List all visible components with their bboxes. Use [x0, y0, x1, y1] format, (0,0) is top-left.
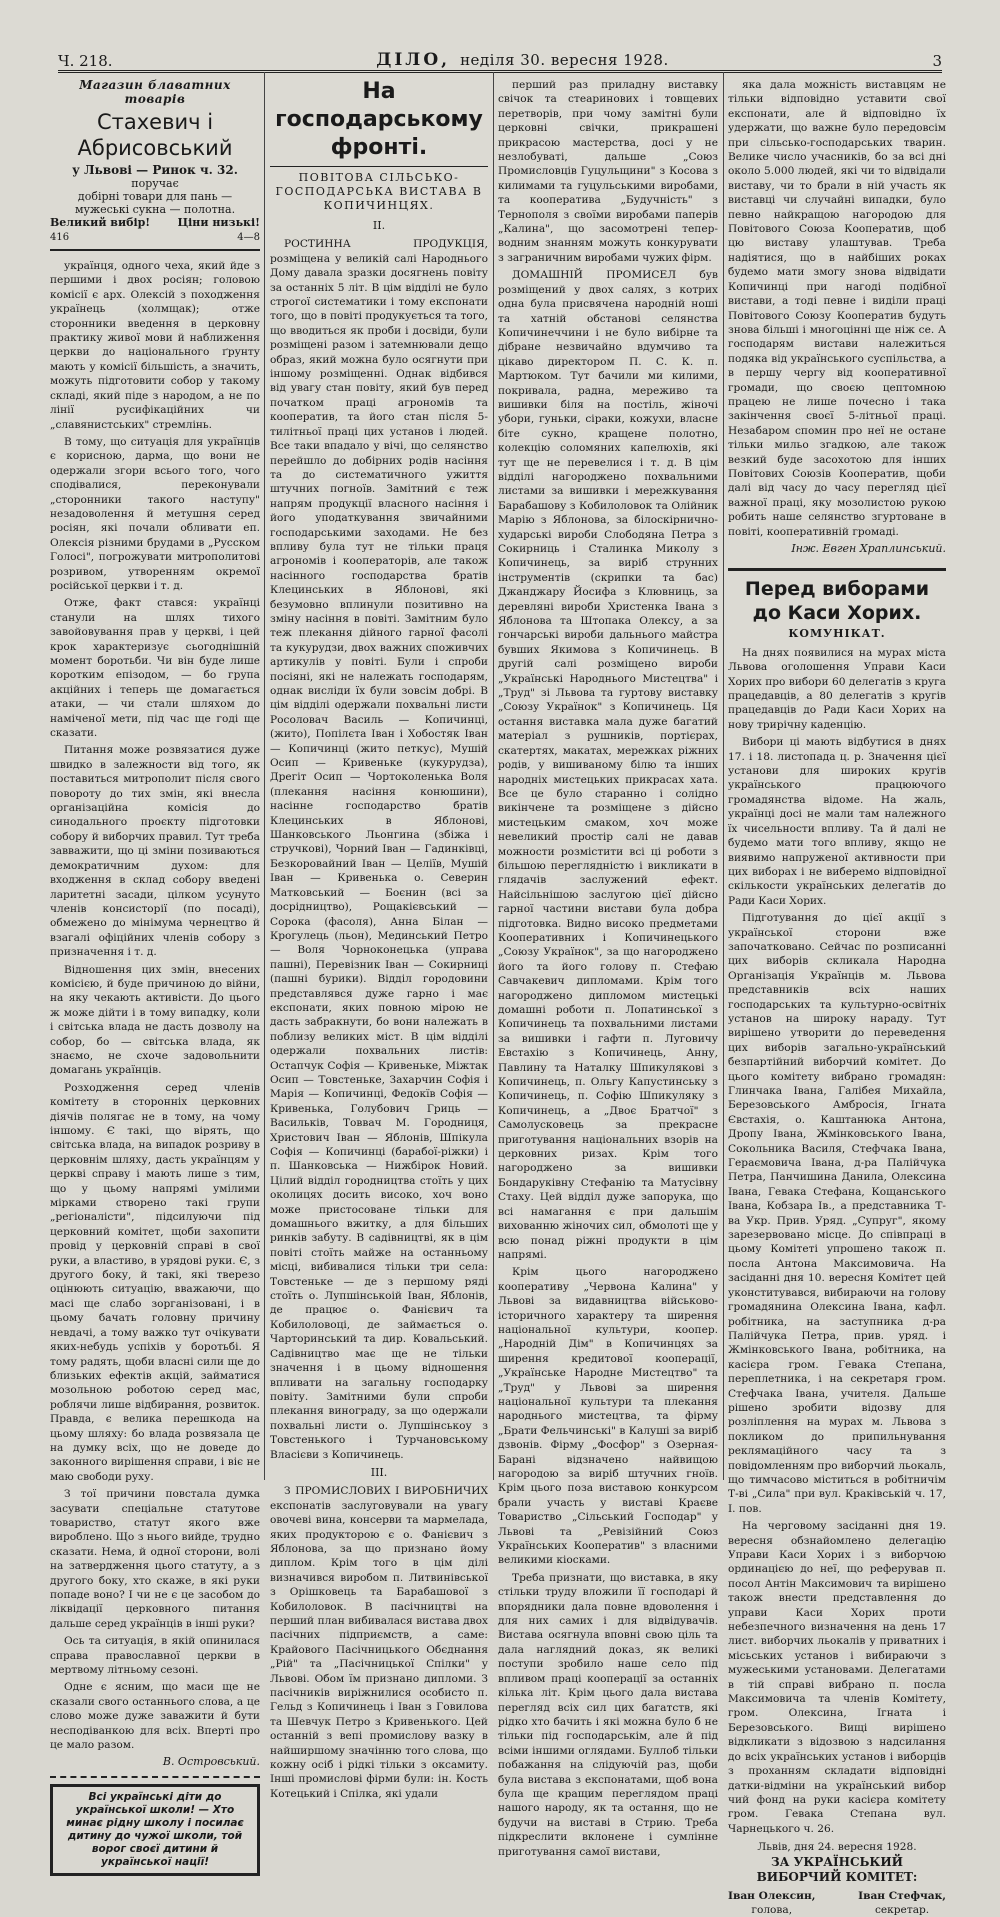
page-header — [58, 44, 942, 73]
signer-role: голова, — [751, 1903, 793, 1916]
committee-title: ЗА УКРАЇНСЬКИЙ ВИБОРЧИЙ КОМІТЕТ: — [756, 1854, 918, 1884]
signer-name: Іван Стефчак, — [858, 1889, 946, 1902]
article-paragraph: На днях появилися на мурах міста Львова оголошення Управи Каси Хорих про вибори 60 делегатів з круга працедавців, а 80 делегатів з кругів працедавців до Ради Каси Хорих на нову трирічну каденцію. — [728, 646, 946, 731]
article-paragraph: Отже, факт стався: українці станули на шлях тихого завойовування прав у церкві, і цей крок характеризує сьогоднішній момент боротьби. Чи він буде лише коротким епізодом, — бо група акційних і теперь ще домагається атаки, — чи стали шляхом до наміченої мети, під час ще годі ще сказати. — [50, 597, 260, 740]
column-2 — [270, 78, 488, 1800]
ad-codes — [50, 231, 260, 245]
article-paragraph: ДОМАШНІЙ ПРОМИСЕЛ був розміщений у двох салях, з котрих одна була присвячена народній ноші та хатній обстанові селянства Копичинеччини і не було вибірне та дібране незвичайно вдумчиво та цікаво директором П. С. К. п. Мартюком. Тут бачили ми килими, покривала, радна, мереживо та вишивки біля на постіль, жіночі убори, гуньки, сіраки, кожухи, власне біте сукно, кращене полотно, колекцію соломяних капелюхів, які тут ще не перевелися і т. д. В цім відділі нагороджено похвальними листами за вишивки і мережкування Барабашову з Кобилоловок та Олійник Марію з Яблонова, за білоскірнично-хударські вироби Слободяна Петра з Сокирниць і Сталинка Миколу з Копичинець, за виріб струнних інструментів (скрипки та бас) Джанджару Йосифа з Клювниць, за деревляні вироби Христенка Івана з Яблонова та Штопака Олексу, а за гончарські вироби дальнього майстра бувших Якимова з Копичинець. В другій салі розміщено вироби „Українські Народнього Мистецтва" і „Труд" зі Львова та гуртову виставку „Союзу Українок" з Копичинець. Ця остання виставка мала дуже багатий матеріал з рушників, портієрах, скатертях, макатах, мережках ріжних родів, у вишиваному білю та інших народніх мистецьких прикрасах хата. Все це було старанно і солідно викінчене та розміщене з дійсно мистецьким смаком, хоч може невеликий простір салі не давав можности розмістити всі ці роботи з більшою переглядністю і викликати в глядачів заслужений ефект. Найсільнішою заслугою цієї дійсно гарної частини вистави була добра підготовка. Видно високо предметами Кооперативних і Копичинецького „Союзу Українок", за що нагороджено його та його голову п. Стефаю Савчакевич дипломами. Крім того нагороджено дипломом мистецькі домашні роботи п. Лопатинської з Копичинець та похвальними листами за вишивки і гафти п. Луговичу Евстахію з Копичинець, Анну, Павлину та Наталку Шпикулякові з Копичинець, п. Ольгу Капустинську з Копичинець, п. Софію Шпикуляку з Копичинець, а „Двоє Братчої" з Самолусковець за прекрасне приготування національних взорів на церковних ризах. Крім того нагороджено за вишивки Бондаруківну Стефанію та Матусівну Стаху. Цей відділ дуже запорука, що всі намагання є при дальшім вихованню жіночих сил, обмолоті ще у всю понад ріжні продукти в цім напрямі. — [498, 269, 718, 1261]
article-paragraph: З ПРОМИСЛОВИХ І ВИРОБНИЧИХ експонатів заслуговували на увагу овочеві вина, консерви та мармелада, яких продукторою є о. Фанієвич з Яблонова, за що признано йому диплом. Крім того в цім ділі визначився виробом п. Литвинівської з Орішковець та Барабашової з Кобилоловок. В пасічництві на перший план вибивалася вистава двох пасічних підприємств, а саме: Крайового Пасічницького Обєднання „Рій" та „Пасічницької Спілки" у Львові. Обом їм признано дипломи. З пасічників виріжнилися особисто п. Гельд з Копичинець і Іван з Говилова та Шевчук Петро з Кривенького. Цей останній з вепі промислову вазку в найширшому значінню того слова, що кожну осіб і рідкі тільки з оксамиту. Інші промислові фірми були: ін. Кость Котецький і Спілка, які удали — [270, 1485, 488, 1800]
article-title: На господарському фронті. — [270, 78, 488, 167]
page-number: 3 — [932, 52, 942, 70]
article-paragraph: Питання може розвязатися дуже швидко в залежности від того, як поставиться митрополит після свого повороту до тих змін, які внесла організаційна комісія до синодального проєкту підготовки собору й виборчих правил. Тут треба завважити, що ці зміни позиваються демократичним духом: для входження в склад собору введені ларитетні засади, цілком усунуто членів консисторії (по посаді), обмежено до мінімума чернецтво й взагалі офіційних членів собору з призначення і т. д. — [50, 744, 260, 959]
article-paragraph: яка дала можність виставцям не тільки відповідно уставити свої експонати, але й відповідно їх удержати, що важне було передовсім при сільсько-господарських тварин. Велике число учасників, бо за всі дні около 5.000 людей, які чи то відвідали виставу, чи то брали в ній участь як виставці чи случайні випадки, було певно найкращою нагородою для Повітового Союза Кооператив, щоб цю виставу улаштував. Треба надіятися, що в найбіших роках будемо мати змогу знова відвідати Копичинці при нагоді подібної вистави, а тоді певне і виділи праці Повітового Союзу Кооператив будуть знова більші і многоцінні ще ніж се. А господарям вистави належиться подяка від українського суспільства, а в першу чергу від кооперативної громади, що своєю цептомною працею не лише почесно і така закінчення своєї 5-літньої праці. Незабаром спомин про неї не остане тільки мильо згадкою, але також везкий буде засохотою для інших Повітових Союзів Кооператив, щоби далі від часу до часу перегляд цієї важної праці, яку мозолистою рукою робить наше селянство згуртоване в повіті, кооперативній громаді. — [728, 79, 946, 538]
issue-date: неділя 30. вересня 1928. — [460, 51, 669, 69]
article-title: Перед виборами до Каси Хорих. — [728, 568, 946, 625]
signatories — [728, 1889, 946, 1917]
ad-company-name: Стахевич і Абрисовський — [77, 109, 233, 160]
signer-secretary — [858, 1889, 946, 1917]
article-paragraph: перший раз приладну виставку свічок та стеаринових і товщевих перетворів, при чому замітні були церковні свічки, прикрашені прикрасою мастерства, досі у не незлобуваті, дальше „Союз Промисловців Гуцульщини" з Косова з килимами та гуцульськими виробами, та кооператива „Будучність" з Тернополя з своїми виробами паперів „Калина", що засомотрені тепер-водним знанням можуть конкурувати з заграничним виробами чужих фірм. — [498, 79, 718, 264]
ad-tagline: Магазин блаватних товарів — [79, 78, 231, 107]
ad-slogan-right: Ціни низькі! — [177, 216, 260, 230]
ad-slogans — [50, 216, 260, 230]
ad-code: 416 — [50, 231, 70, 243]
ad-line: добірні товари для пань — — [77, 190, 233, 204]
signer-chair — [728, 1889, 815, 1917]
place-date: Львів, дня 24. вересня 1928. — [757, 1841, 917, 1854]
school-appeal-box: Всі українські діти до української школи! — Хто минає рідну школу і посилає дитину до чужої школи, той ворог своєї дитини й української нації! — [50, 1784, 260, 1876]
column-1 — [50, 78, 260, 1868]
column-4 — [728, 78, 946, 1916]
masthead: ДІЛО, — [376, 50, 451, 70]
article-paragraph: На черговому засіданні дня 19. вересня обзнайомлено делегацію Управи Каси Хорих і з виборчою ординацією до неї, що реферував п. посол Антін Максимович та вирішено також внести представлення до управи Каси Хорих проти небезпечного визначення на день 17 лист. виборчих льокалів у приватних і місьських установ і вибираючи з мужеськими установами. Делегатами в тій справі вибрано п. посла Максимовича та членів Комітету, гром. Олексина, Ігната і Березовського. Вищі вирішено відкликати з відозвою з надсилання до всіх українських установ і виборців з проханням складати відповідні датки-відміни на український вибор чий фонд на руки касієра комітету гром. Гевака Степана вул. Чарнецького ч. 26. — [728, 1520, 946, 1835]
article-paragraph: З тої причини повстала думка засувати спеціальне статутове товариство, статут якого вже вироблено. Що з нього вийде, трудно сказати. Нема, й одної сторони, волі на затвердження цього статуту, а з другого боку, хто скаже, в які руки попаде воно? І чи не є це засобом до ліквідації церковного питання дальше серед українців в інші руки? — [50, 1488, 260, 1630]
advertisement — [50, 78, 260, 251]
column-rule — [493, 72, 494, 1480]
article-signature: В. Островський. — [162, 1755, 260, 1769]
article-subtitle: КОМУНІКАТ. — [788, 627, 886, 641]
article-signature: Інж. Евген Храплинський. — [791, 542, 946, 555]
issue-number: Ч. 218. — [58, 52, 113, 70]
article-paragraph: Одне є ясним, що маси ще не сказали свого останнього слова, а це слово може дуже заважити й бути несподіванкою для всіх. Вперті про це мало разом. — [50, 1681, 260, 1752]
ad-line: мужеські сукна — полотна. — [74, 203, 236, 217]
article-paragraph: РОСТИННА ПРОДУКЦІЯ, розміщена у великій салі Народнього Дому давала зразки досягнень повіту за останніх 5 літ. В цім відділі не було строгої систематики і тому експонати того, що в повіті продукується та того, що вводиться як проби і досвіди, були розміщені разом і затемнювали дещо образ, який можна було осягнути при іншому розміщенні. Однак відбився від увагу стан повіту, який був перед початком праці агрономів та кооператив, та його стан після 5-тилітньої праці цих установ і людей. Все таки впадало у вічі, що селянство перейшло до добірних родів насіння та до систематичного ужиття штучних погноїв. Замітний є теж напрям продукції власного насіння і його уподаткування звичайними господарськими заходами. Не без впливу була тут не тільки праця агрономів і кооператорів, але також насінного господарства братів Клецинських в Яблонові, які безумовно вплинули позитивно на зміну насіння в повіті. Замітним було теж плекання дійного гарної фасолі та кукурудзи, двох важних споживчих артикулів у повіті. Були і спроби посіяні, які не належать господарям, однак висліди їх були зовсім добрі. В цім відділі одержали похвальні листи Росоловач Василь — Копичинці, (жито), Попілєта Іван і Хобостяк Іван — Копичинці (жито петкус), Мушій Осип — Кривеньке (кукурудза), Дрегіт Осип — Чортоколенька Воля (плекання насіння конюшини), насінне господарство братів Клецинських в Яблонові, Шанковського Льонгина (збіжа і стручкові), Чорний Іван — Гадинківці, Безкоровайний Іван — Целіїв, Мушій Іван — Кривенька о. Северин Матковський — Боєнин (всі за досрідництво), Рощакієвський — Сорока (фасоля), Анна Білан — Крогулець (льон), Мединський Петро — Воля Чорноконецька (управа пашні), Перевізник Іван — Сокирниці (пашні бурики). Відділ городовини представлявся дуже гарно і має експонати, яких повною мірою не дасть забракнути, бо вони належать в поблизу великих міст. В цім відділі одержали похвальних листів: Остапчук Софія — Кривеньке, Міжтак Осип — Товстеньке, Захарчин Софія і Марія — Копичинці, Федокїв Софія — Кривенька, Голубович Гриць — Васильків, Товвач М. Городниця, Христович Іван — Яблонів, Шпікула Софія — Копичинці (барабої-ріжки) і п. Шанковська — Нижбірок Новий. Цілий відділ городництва стоїть у цих околицях досить високо, хоч воно може пристосоване тільки для домашнього вжитку, а для більших ринків забуту. В садівництві, як в цім повіті стоїть майже на останньому місці, вибивалися тільки три села: Товстеньке — де з першому ряді стоїть о. Лупшінськоій Іван, Яблонів, де працює о. Фанієвич та Кобилоловоці, де займається о. Чарторинський та дир. Ковальський. Садівництво має ще не тільки значення і в цьому відношення впливати на загальну господарку повіту. Замітними були спроби плекання винограду, за що одержали похвальні листи о. Лупшінськоу з Товстенького і Турчановському Власієви з Копичинець. — [270, 238, 488, 1461]
divider — [50, 1776, 260, 1778]
article-paragraph: Розходження серед членів комітету в сторонніх церковних діячів полягає не в тому, на чому іншому. Є такі, що вірять, що світська влада, на випадок розриву в церковнім шляху, дасть українцям у церкві справу і мають лише з тим, що у цьому напрямі умілими мірками створено такі групи „регіоналісти", підсилуючи під церковний комітет, щоби захопити провід у церковній справі в свої руки, а властиво, в урядові руки. Є, з другого боку, й такі, які тверезо оцінюють ситуацію, вважаючи, що масі ще слабо зорганізовані, і в цьому бачать головну причину невдачі, а тому важко тут очікувати яких-небудь успіхів у боротьбі. Я тому радять, щоби власні сили ще до близьких ефектів акцій, займатися мозольною роботою серед мас, роблячи лише відбирання, розвиток. Правда, є велика перешкода на цьому шляху: бо влада розвязала це на думку всіх, що не доведе до законного вирішення справи, і віє не маю свободи руху. — [50, 1081, 260, 1483]
article-paragraph: Крім цього нагороджено кооперативу „Червона Калина" у Львові за видавництва військово-історичного характеру та ширення національної культури, коопер. „Народній Дім" в Копичинцях за ширення кредитової кооперації, „Українське Народне Мистецтво" та „Труд" у Львові за ширення національної культури та плекання народнього мистецтва, та фірму „Брати Фельчинські" в Калуші за виріб дзвонів. Фірму „Фосфор" з Озерная-Барані відзначено найвищою нагородою за виріб штучних гноїв. Крім цього поза виставою конкурсом брали участь у виставі Краєве Товариство „Сільський Господар" у Львові та „Ревізійний Союз Українських Кооператив" з власними великими кіосками. — [498, 1266, 718, 1567]
section-number: III. — [370, 1465, 388, 1479]
article-paragraph: В тому, що ситуація для українців є корисною, дарма, що вони не одержали згори всього того, чого сподівалися, переконували „сторонники такого наступу" незадоволення й метушня серед росіян, які почали обливати еп. Олексія різними брудами в „Русском Голосі", погрожувати митрополитові розривом, утворенням окремої російської церкви і т. д. — [50, 435, 260, 592]
section-number: II. — [372, 219, 386, 232]
ad-line: поручає — [131, 177, 179, 191]
masthead-group — [376, 50, 669, 70]
signer-role: секретар. — [874, 1903, 930, 1916]
article-paragraph: українця, одного чеха, який йде з першими і двох росіян; головою комісії є арх. Олексій з походження українець (холмщак); отже сторонники введення в церковну практику живої мови й наближення церкви до національного ґрунту мають у комісії більшість, а значить, можуть підготовити собор у такому складі, який піде з народом, а не по лінії русифікаційних чи „славянистських" стремлінь. — [50, 260, 260, 431]
article-paragraph: Підготування до цієї акції з української сторони вже започатковано. Сейчас по розписанні цих виборів скликала Народна Організація Українців м. Львова представників всіх наших господарських та культурно-освітніх установ на широку нараду. Тут вирішено утворити до переведення цих виборів загально-український безпартійний виборчий комітет. До цього комітету вибрано громадян: Глинчака Івана, Галібея Михайла, Березовського Амбросія, Ігната Євстахія, о. Каштанюка Антона, Дропу Івана, Жмінковського Івана, Сокольника Василя, Стефчака Івана, Гераємовича Івана, д-ра Палійчука Петра, Панчишина Данила, Олексина Івана, Гевака Стефана, Кощанського Івана, Кобзара Ів., а представника Т-ва Укр. Прив. Уряд. „Супруг", якому зарезервовано місце. До співпраці в цьому Комітеті упрошено також п. посла Антона Максимовича. На засіданні дня 10. вересня Комітет цей уконститувався, вибираючи на голову громадянина Олексина Івана, кафл. робітника, на заступника д-ра Палійчука Петра, прив. уряд. і Жмінковського Івана, робітника, на касієра гром. Гевака Степана, переплетника, і на секретаря гром. Стефчака Івана, учителя. Дальше рішено зробити відозву для розліплення на мурах м. Львова з покликом до припильнування реклямаційного часу та з повідомленням про виборчий льокаль, що тимчасово міститься в робітничім Т-ві „Сила" при вул. Краківській ч. 17, I. пов. — [728, 912, 946, 1515]
column-rule — [264, 72, 265, 1480]
article-paragraph: Треба признати, що виставка, в яку стільки труду вложили її господарі й впорядники дала повне вдоволення і для них самих і для відвідувачів. Вистава осягнула вповні свою ціль та дала наглядний доказ, як великі поступи зробило наше село під впливом праці кооперації за останніх кілька літ. Крім цього дала вистава перегляд всіх сил цих багатств, які рідко хто бачить і які можна було б не тільки під господарськім, але й під всіми іншими оглядами. Буллоб тільки побажання на слідуючій раз, щоби була вистава з експонатами, щоб вона була ще кращим переглядом праці нашого народу, як та остання, що не будучи на виставі в Стрию. Треба підкреслити вклонене і сумлінне приготування самої вистави, — [498, 1571, 718, 1858]
article-paragraph: Відношення цих змін, внесених комісією, й буде причиною до війни, на яку чекають активісти. До цього ж може дійти і в тому випадку, коли і світська влада не дасть дозволу на собор, бо — світська влада, як знаємо, не схоче задовольнити домагань українців. — [50, 963, 260, 1077]
column-rule — [723, 72, 724, 1480]
article-subtitle: ПОВІТОВА СІЛЬСЬКО-ГОСПОДАРСЬКА ВИСТАВА В КОПИЧИНЦЯХ. — [275, 171, 483, 212]
signer-name: Іван Олексин, — [728, 1889, 816, 1902]
column-3 — [498, 78, 718, 1858]
article-paragraph: Вибори ці мають відбутися в днях 17. і 18. листопада ц. р. Значення цієї установи для широких кругів українського працюючого громадянства відоме. На жаль, українці досі не мали там належного їх чисельности впливу. Та й далі не будемо мати того впливу, якщо не виявимо напруженої активности при цих виборах і не виберемо відповідної скількости українських делегатів до Ради Каси Хорих. — [728, 736, 946, 907]
ad-address: у Львові — Ринок ч. 32. — [72, 162, 238, 177]
ad-slogan-left: Великий вибір! — [50, 216, 151, 230]
article-paragraph: Ось та ситуація, в якій опинилася справа православної церкви в мертвому літньому сезоні. — [50, 1635, 260, 1677]
ad-code-range: 4—8 — [237, 231, 260, 243]
